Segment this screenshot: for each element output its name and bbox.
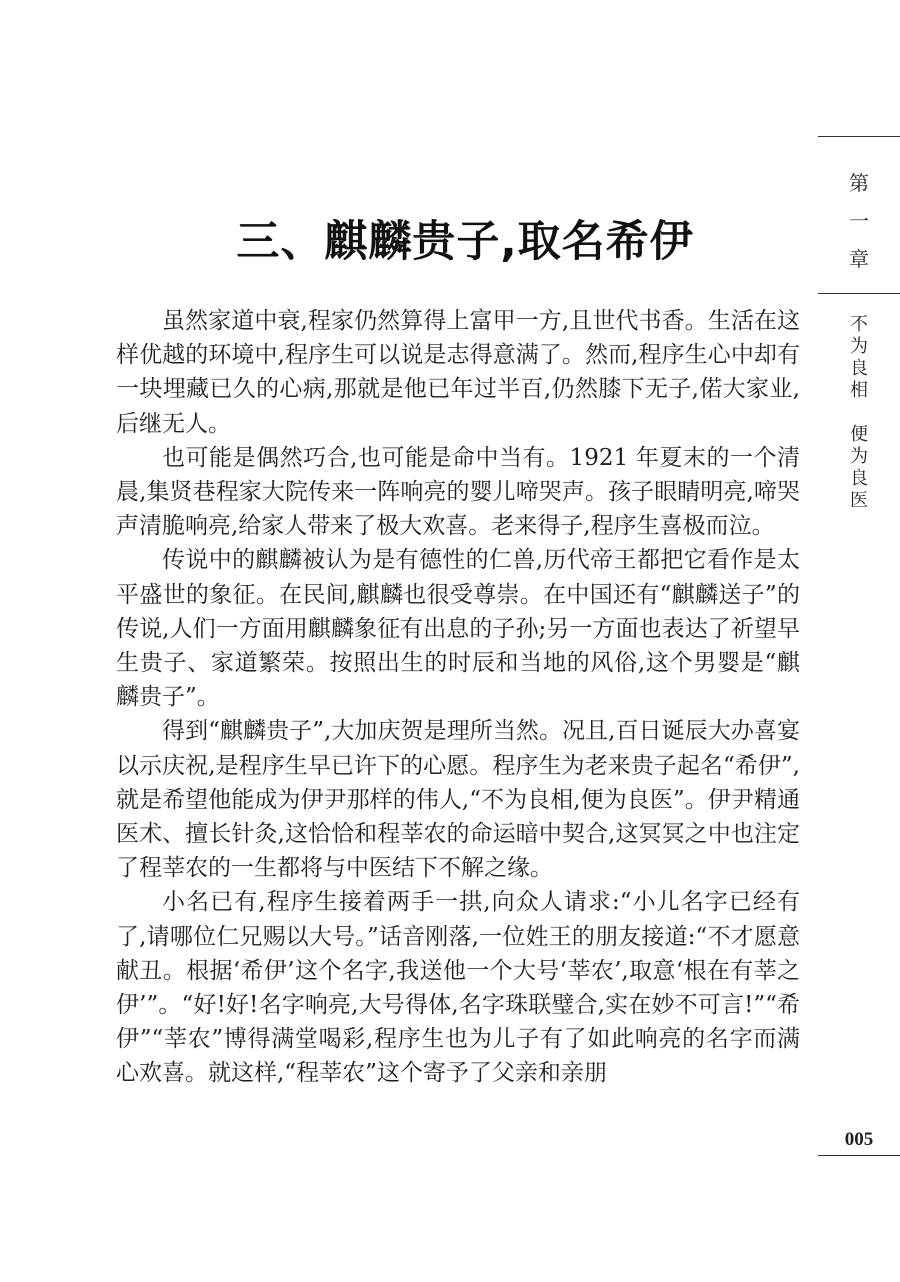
paragraph-3: 传说中的麒麟被认为是有德性的仁兽,历代帝王都把它看作是太平盛世的象征。在民间,麒麟也很受尊崇。在中国还有“麒麟送子”的传说,人们一方面用麒麟象征有出息的子孙;另一方面也表达了祈望早生贵子、家道繁荣。按照出生的时辰和当地的风俗,这个男婴是“麒麟贵子”。	[116, 547, 800, 711]
sidebar-rule-bottom	[818, 1155, 900, 1156]
chapter-label	[818, 164, 900, 278]
chapter-char: 一	[849, 209, 869, 233]
running-head-char: 便	[850, 424, 868, 445]
chapter-sidebar	[818, 136, 900, 1176]
running-head-char: 医	[850, 490, 868, 511]
section-title: 三、麒麟贵子,取名希伊	[236, 216, 694, 267]
running-head-char: 相	[850, 380, 868, 401]
running-head-char: 为	[850, 336, 868, 357]
running-head-char: 良	[850, 358, 868, 379]
running-head	[818, 314, 900, 512]
running-head-char: 为	[850, 446, 868, 467]
body-text	[116, 304, 800, 1091]
paragraph-5: 小名已有,程序生接着两手一拱,向众人请求:“小儿名字已经有了,请哪位仁兄赐以大号。”话音刚落,一位姓王的朋友接道:“不才愿意献丑。根据‘希伊’这个名字,我送他一个大号‘莘农’,取意‘根在有莘之伊’”。“好!好!名字响亮,大号得体,名字珠联璧合,实在妙不可言!”“希伊”“莘农”博得满堂喝彩,程序生也为儿子有了如此响亮的名字而满心欢喜。就这样,“程莘农”这个寄予了父亲和亲朋	[116, 889, 800, 1087]
running-head-char: 良	[850, 468, 868, 489]
page-number: 005	[844, 1129, 874, 1150]
chapter-char: 章	[849, 247, 869, 271]
sidebar-rule-middle	[818, 293, 900, 294]
running-head-char: 不	[850, 314, 868, 335]
paragraph-4: 得到“麒麟贵子”,大加庆贺是理所当然。况且,百日诞辰大办喜宴以示庆祝,是程序生早已许下的心愿。程序生为老来贵子起名“希伊”,就是希望他能成为伊尹那样的伟人,“不为良相,便为良医”。伊尹精通医术、擅长针灸,这恰恰和程莘农的命运暗中契合,这冥冥之中也注定了程莘农的一生都将与中医结下不解之缘。	[116, 718, 800, 882]
sidebar-rule-top	[818, 136, 900, 137]
paragraph-2: 也可能是偶然巧合,也可能是命中当有。1921 年夏末的一个清晨,集贤巷程家大院传来一阵响亮的婴儿啼哭声。孩子眼睛明亮,啼哭声清脆响亮,给家人带来了极大欢喜。老来得子,程序生喜极而泣。	[116, 444, 800, 540]
chapter-char: 第	[849, 171, 869, 195]
paragraph-1: 虽然家道中衰,程家仍然算得上富甲一方,且世代书香。生活在这样优越的环境中,程序生可以说是志得意满了。然而,程序生心中却有一块埋藏已久的心病,那就是他已年过半百,仍然膝下无子,偌大家业,后继无人。	[116, 308, 800, 437]
